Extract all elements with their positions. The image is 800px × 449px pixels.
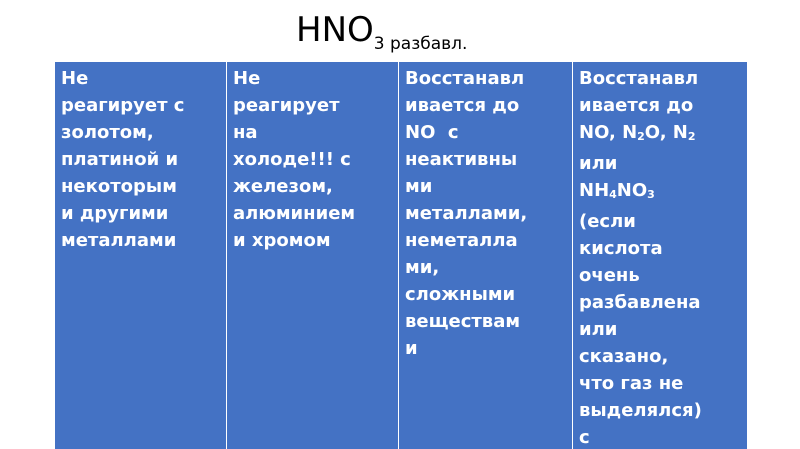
cell-line: (если <box>579 211 636 232</box>
cell-line: сложными <box>405 284 516 305</box>
formula-part: NH <box>579 180 610 201</box>
cell-line: холоде!!! с <box>233 149 351 170</box>
cell-line: реагирует <box>233 95 340 116</box>
table-cell-col1 <box>55 62 227 449</box>
formula-part: NO, N <box>579 122 638 143</box>
table-cell-col2 <box>227 62 399 449</box>
cell-line: неметалла <box>405 230 518 251</box>
cell-line: ивается до <box>405 95 520 116</box>
cell-line: ми, <box>405 257 440 278</box>
formula-part: O, N <box>644 122 688 143</box>
cell-line: платиной и <box>61 149 179 170</box>
cell-line: металлами <box>61 230 177 251</box>
cell-line: реагирует с <box>61 95 185 116</box>
title-subscript: 3 <box>373 34 385 54</box>
cell-line: и <box>405 338 418 359</box>
cell-line: кислота <box>579 238 663 259</box>
cell-line: железом, <box>233 176 333 197</box>
cell-line: ми <box>405 176 433 197</box>
cell-line: некоторым <box>61 176 177 197</box>
slide-title <box>296 10 468 54</box>
cell-line: Восстанавл <box>405 68 525 89</box>
title-suffix: разбавл. <box>384 34 468 54</box>
cell-line: с <box>579 427 590 448</box>
title-formula: HNO <box>296 10 374 50</box>
cell-line: неактивны <box>405 149 518 170</box>
formula-subscript: 3 <box>647 188 655 201</box>
cell-line: сказано, <box>579 346 669 367</box>
formula-line-ammonium-nitrate <box>579 177 743 208</box>
table-cell-col3 <box>399 62 573 449</box>
cell-line: очень <box>579 265 640 286</box>
formula-part: NO <box>616 180 648 201</box>
cell-line: на <box>233 122 258 143</box>
cell-line: Не <box>61 68 89 89</box>
cell-line: NO с <box>405 122 459 143</box>
cell-line: Не <box>233 68 261 89</box>
cell-line: разбавлена <box>579 292 701 313</box>
cell-line: ивается до <box>579 95 694 116</box>
cell-line: и другими <box>61 203 169 224</box>
formula-subscript: 4 <box>609 188 617 201</box>
cell-line: Восстанавл <box>579 68 699 89</box>
cell-line: веществам <box>405 311 521 332</box>
formula-line-oxides <box>579 119 743 150</box>
formula-subscript: 2 <box>637 130 645 143</box>
cell-line: металлами, <box>405 203 528 224</box>
cell-line: что газ не <box>579 373 684 394</box>
cell-line: золотом, <box>61 122 154 143</box>
cell-line: или <box>579 153 618 174</box>
formula-subscript: 2 <box>687 130 696 143</box>
reactions-table <box>55 62 747 449</box>
cell-line: и хромом <box>233 230 331 251</box>
cell-line: или <box>579 319 618 340</box>
cell-line: алюминием <box>233 203 356 224</box>
table-cell-col4 <box>573 62 747 449</box>
cell-line: выделялся) <box>579 400 702 421</box>
